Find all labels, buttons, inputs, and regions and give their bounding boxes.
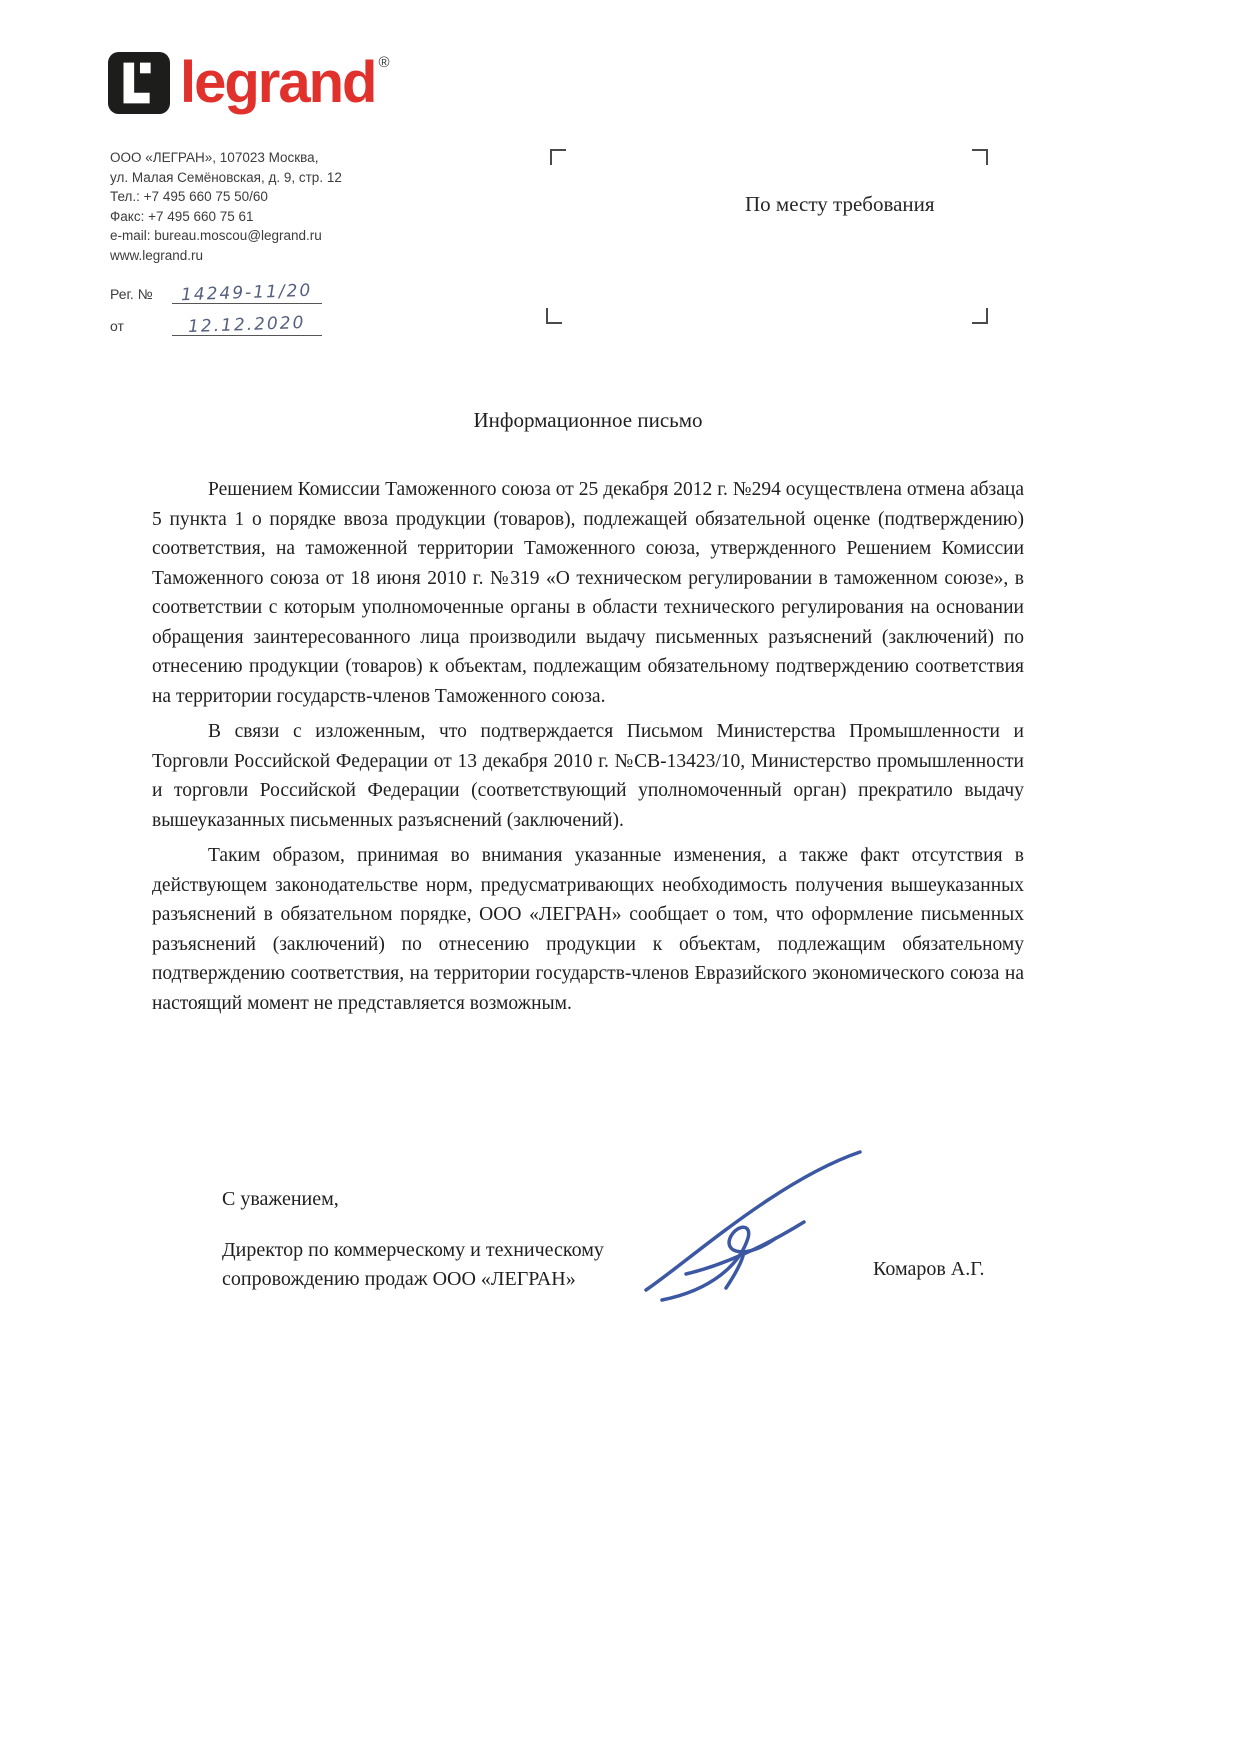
- company-info-line: ул. Малая Семёновская, д. 9, стр. 12: [110, 169, 342, 185]
- company-info-block: [110, 148, 342, 265]
- company-info-line: ООО «ЛЕГРАН», 107023 Москва,: [110, 150, 319, 165]
- signer-position-line: сопровождению продаж ООО «ЛЕГРАН»: [222, 1268, 576, 1290]
- legrand-logo-mark-icon: [108, 52, 170, 114]
- corner-mark-bottom-right: [972, 308, 988, 324]
- reg-date-row: [110, 314, 322, 336]
- reg-date-line: [172, 314, 322, 336]
- reg-number-label: Рег. №: [110, 286, 153, 302]
- letter-body: [152, 408, 1024, 1024]
- closing-salutation: С уважением,: [222, 1188, 339, 1210]
- company-info-line: Факс: +7 495 660 75 61: [110, 208, 254, 224]
- letter-paragraph-3: Таким образом, принимая во внимания указанные изменения, а также факт отсутствия в действующем законодательстве норм, предусматривающих необходимость получения вышеуказанных разъяснений в обязательном порядке, ООО «ЛЕГРАН» сообщает о том, что оформление письменных разъяснений (заключений) по отнесению продукции к объектам, подлежащим обязательному подтверждению соответствия, на территории государств-членов Евразийского экономического союза на настоящий момент не представляется возможным.: [152, 845, 1024, 1014]
- letter-paragraph-2: В связи с изложенным, что подтверждается Письмом Министерства Промышленности и Торговли Российской Федерации от 13 декабря 2010 г. №СВ-13423/10, Министерство промышленности и торговли Российской Федерации (соответствующий уполномоченный орган) прекратило выдачу вышеуказанных письменных разъяснений (заключений).: [152, 721, 1024, 831]
- signer-position-line: Директор по коммерческому и техническому: [222, 1239, 604, 1261]
- company-info-line: Тел.: +7 495 660 75 50/60: [110, 189, 268, 204]
- reg-date-label: от: [110, 318, 124, 334]
- signer-position: [222, 1236, 604, 1294]
- letter-title: Информационное письмо: [473, 408, 703, 432]
- recipient-text: По месту требования: [745, 192, 935, 216]
- corner-mark-bottom-left: [546, 308, 562, 324]
- registration-block: [110, 282, 322, 346]
- signer-name: Комаров А.Г.: [873, 1258, 985, 1280]
- corner-mark-top-left: [550, 149, 566, 165]
- handwritten-signature: [628, 1138, 878, 1313]
- reg-date-handwritten-value: 12.12.2020: [188, 312, 307, 338]
- registered-trademark-symbol: ®: [378, 54, 390, 71]
- brand-wordmark: legrand: [180, 50, 376, 115]
- corner-mark-top-right: [972, 149, 988, 165]
- company-info-line: www.legrand.ru: [110, 247, 204, 263]
- letter-paragraph-1: Решением Комиссии Таможенного союза от 25 декабря 2012 г. №294 осуществлена отмена абзаца 5 пункта 1 о порядке ввоза продукции (товаров), подлежащей обязательной оценке (подтверждению) соответствия, на таможенной территории Таможенного союза, утвержденного Решением Комиссии Таможенного союза от 18 июня 2010 г. №319 «О техническом регулировании в таможенном союзе», в соответствии с которым уполномоченные органы в области технического регулирования на основании обращения заинтересованного лица производили выдачу письменных разъяснений (заключений) по отнесению продукции (товаров) к объектам, подлежащим обязательному подтверждению соответствия на территории государств-членов Таможенного союза.: [152, 479, 1024, 707]
- company-info-line: e-mail: bureau.moscou@legrand.ru: [110, 228, 322, 243]
- reg-number-line: [172, 282, 322, 304]
- reg-number-handwritten-value: 14249-11/20: [181, 280, 313, 306]
- reg-number-row: [110, 282, 322, 304]
- legrand-logo: [108, 52, 390, 114]
